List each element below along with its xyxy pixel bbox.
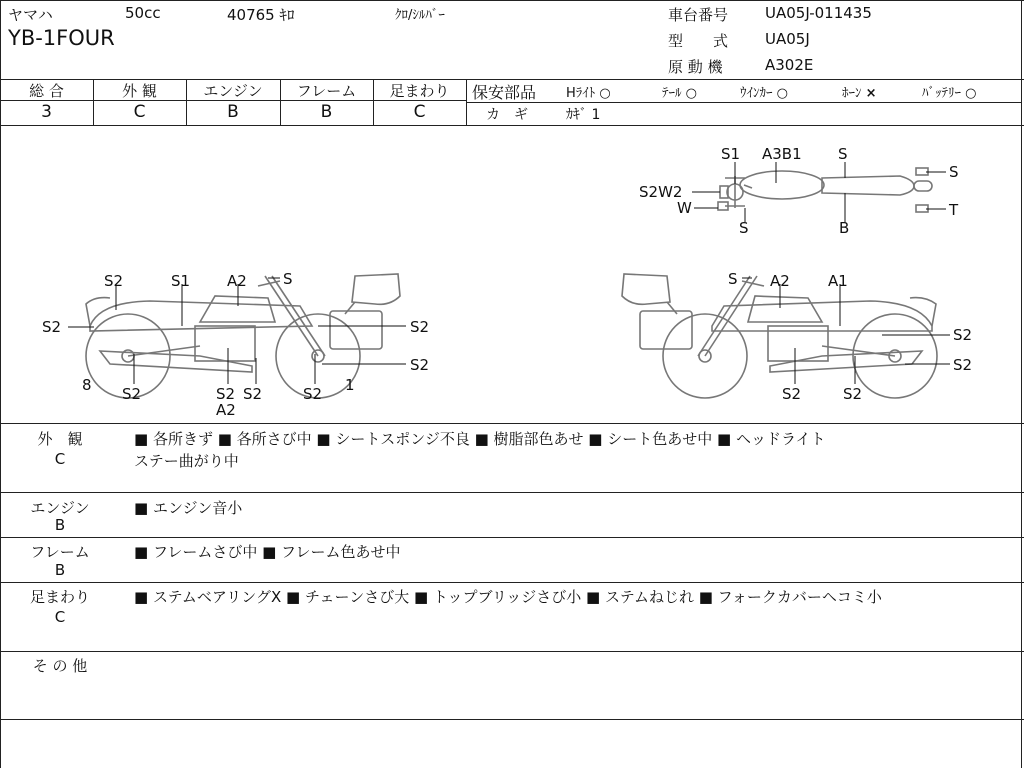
- frame-no-label: 車台番号: [668, 6, 729, 24]
- safety-horn: ﾎｰﾝ ×: [842, 86, 877, 101]
- displacement: 50cc: [125, 4, 161, 22]
- right-label-s: S: [728, 270, 738, 288]
- right-label-a2: A2: [770, 272, 790, 290]
- left-label-8: 8: [82, 376, 92, 394]
- engine-label: 原 動 機: [668, 58, 723, 76]
- diagram-bottom: [0, 423, 1024, 424]
- grade-value-suspension: C: [413, 102, 426, 122]
- top-label-w: W: [677, 199, 692, 217]
- grade-label-overall: 総 合: [29, 82, 64, 100]
- left-label-1: 1: [345, 376, 355, 394]
- mileage: 40765 ｷﾛ: [227, 6, 295, 24]
- grade-value-overall: 3: [41, 102, 52, 122]
- safety-row-mid: [467, 102, 1022, 103]
- grade-div-5: [466, 79, 467, 125]
- safety-label: 保安部品: [472, 83, 537, 102]
- left-label-s2-seat: S2: [104, 272, 124, 290]
- color: ｸﾛ/ｼﾙﾊﾞｰ: [395, 8, 445, 23]
- grade-label-frame: フレーム: [296, 82, 357, 100]
- section-frame-text: ■ フレームさび中 ■ フレーム色あせ中: [134, 543, 401, 561]
- section-suspension-grade: C: [54, 608, 66, 626]
- grade-label-exterior: 外 観: [122, 82, 157, 100]
- top-label-a3b1: A3B1: [762, 145, 802, 163]
- safety-winker: ｳｲﾝｶｰ ○: [740, 86, 788, 101]
- right-label-s2-upper: S2: [953, 326, 973, 344]
- grade-label-engine: エンジン: [203, 82, 263, 100]
- section-suspension-label: 足まわり: [29, 588, 90, 606]
- safety-battery: ﾊﾞｯﾃﾘｰ ○: [922, 86, 977, 101]
- section-frame-label: フレーム: [30, 543, 90, 561]
- top-label-t: T: [949, 201, 959, 219]
- section-exterior-text-2: ステー曲がり中: [134, 452, 239, 470]
- section-exterior-text: ■ 各所きず ■ 各所さび中 ■ シートスポンジ不良 ■ 樹脂部色あせ ■ シート色あせ中 ■ ヘッドライト: [134, 430, 826, 448]
- right-label-s2-lower: S2: [953, 356, 973, 374]
- type-value: UA05J: [765, 30, 810, 48]
- top-label-b: B: [839, 219, 850, 237]
- left-label-s2-engine: S2: [216, 385, 236, 403]
- safety-tail: ﾃｰﾙ ○: [662, 86, 697, 101]
- top-label-s2w2: S2W2: [639, 183, 683, 201]
- top-label-s-front: S: [838, 145, 848, 163]
- frame-no: UA05J-011435: [765, 4, 872, 22]
- section-engine-grade: B: [54, 516, 66, 534]
- left-label-s2-muffler: S2: [122, 385, 142, 403]
- left-label-s2-rear: S2: [42, 318, 62, 336]
- section-div-1: [0, 492, 1024, 493]
- left-label-s1: S1: [171, 272, 191, 290]
- section-engine-text: ■ エンジン音小: [134, 499, 243, 517]
- section-div-3: [0, 582, 1024, 583]
- left-label-a2-bottom: A2: [216, 401, 236, 419]
- model-name: YB-1FOUR: [8, 26, 115, 50]
- left-label-s-top: S: [283, 270, 293, 288]
- maker: ヤマハ: [8, 6, 53, 24]
- bike-top-view: [639, 145, 959, 237]
- left-label-s2-front-lower: S2: [410, 356, 430, 374]
- safety-headlight: Hﾗｲﾄ ○: [566, 86, 611, 101]
- section-div-2: [0, 537, 1024, 538]
- section-div-5: [0, 719, 1024, 720]
- grade-value-exterior: C: [133, 102, 146, 122]
- engine-value: A302E: [765, 56, 814, 74]
- section-exterior-grade: C: [54, 450, 66, 468]
- left-label-a2: A2: [227, 272, 247, 290]
- right-label-s2-muffler: S2: [843, 385, 863, 403]
- left-label-s2-pipe: S2: [243, 385, 263, 403]
- bike-left-view: [42, 270, 429, 419]
- section-frame-grade: B: [54, 561, 66, 579]
- bike-right-view: [622, 270, 972, 403]
- right-label-s2-engine: S2: [782, 385, 802, 403]
- section-exterior-label: 外 観: [37, 430, 83, 448]
- right-label-a1: A1: [828, 272, 848, 290]
- border-top: [0, 0, 1024, 1]
- top-label-s-bottom: S: [739, 219, 749, 237]
- left-label-s2-wheel: S2: [303, 385, 323, 403]
- section-other-label: そ の 他: [32, 657, 88, 675]
- grade-value-engine: B: [227, 102, 239, 122]
- grade-label-suspension: 足まわり: [389, 82, 450, 100]
- section-engine-label: エンジン: [30, 499, 90, 517]
- top-label-s-right: S: [949, 163, 959, 181]
- left-label-s2-front-upper: S2: [410, 318, 430, 336]
- key-value: ｶｷﾞ 1: [566, 107, 601, 123]
- top-label-s1: S1: [721, 145, 741, 163]
- grade-value-frame: B: [320, 102, 333, 122]
- bike-diagram: [0, 126, 1022, 423]
- section-div-4: [0, 651, 1024, 652]
- type-label: 型 式: [668, 32, 729, 50]
- key-label: カ ギ: [486, 107, 528, 123]
- section-suspension-text: ■ ステムベアリングX ■ チェーンさび大 ■ トップブリッジさび小 ■ ステムねじれ ■ フォークカバーヘコミ小: [134, 588, 882, 606]
